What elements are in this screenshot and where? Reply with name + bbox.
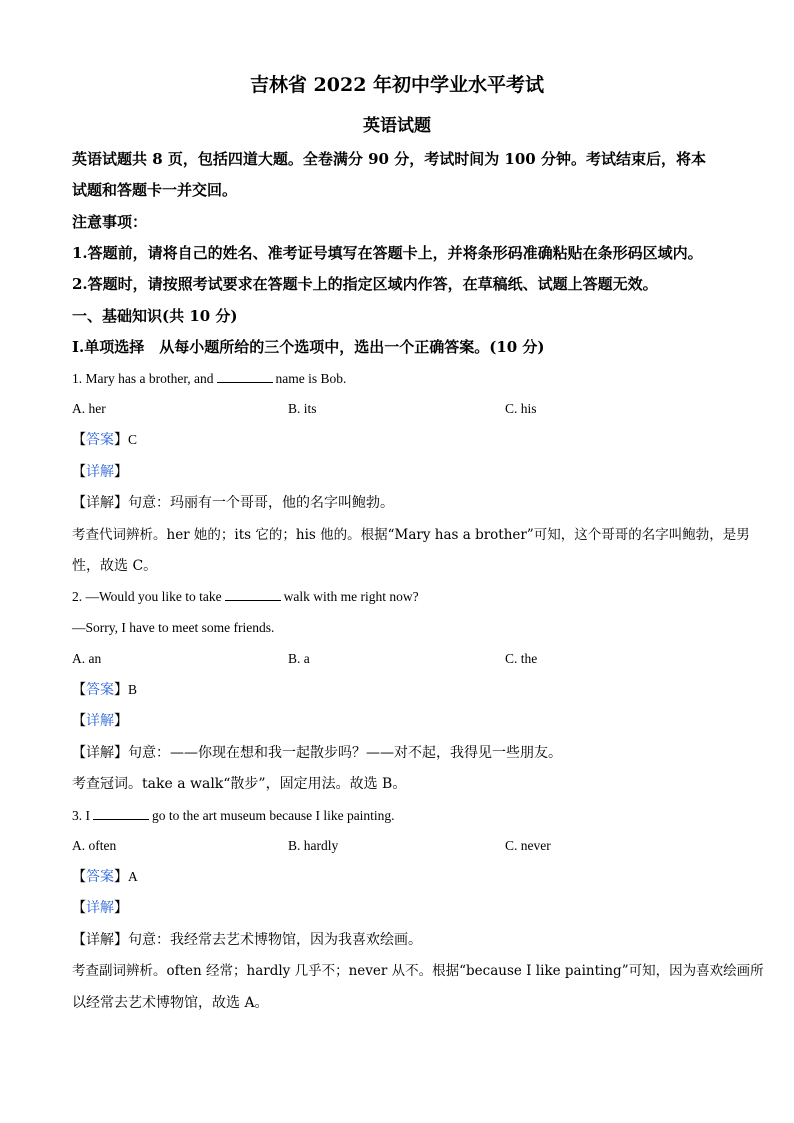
notice-1: 1.答题前，请将自己的姓名、准考证号填写在答题卡上，并将条形码准确粘贴在条形码区域内。	[72, 244, 703, 262]
question-1-answer-value: C	[128, 432, 138, 447]
question-2-option-a: A. an	[72, 651, 102, 666]
question-2-stem-before: 2. —Would you like to take	[72, 589, 222, 604]
question-2-answer-value: B	[128, 682, 138, 697]
question-3-detail-label: 【详解】	[72, 900, 128, 916]
question-1-option-b: B. its	[288, 401, 317, 416]
question-2-answer: 【答案】B	[72, 682, 138, 698]
question-3-option-a: A. often	[72, 838, 117, 853]
question-3-explain-3: 以经常去艺术博物馆，故选 A。	[72, 995, 269, 1011]
question-1-detail-label: 【详解】	[72, 464, 128, 480]
question-1-stem	[72, 369, 346, 389]
question-3-answer-value: A	[128, 869, 138, 884]
notice-2: 2.答题时，请按照考试要求在答题卡上的指定区域内作答，在草稿纸、试题上答题无效。	[72, 275, 658, 293]
question-1-stem-before: 1. Mary has a brother, and	[72, 371, 214, 386]
question-1-option-c: C. his	[505, 401, 537, 416]
answer-blank	[225, 588, 281, 601]
question-1-option-a: A. her	[72, 401, 106, 416]
question-3-stem-before: 3. I	[72, 808, 90, 823]
answer-blank	[93, 807, 149, 820]
intro-line-2: 试题和答题卡一并交回。	[72, 181, 238, 199]
question-2-option-c: C. the	[505, 651, 538, 666]
question-3-explain-1: 【详解】句意：我经常去艺术博物馆，因为我喜欢绘画。	[72, 932, 422, 948]
question-2-stem-after: walk with me right now?	[283, 589, 419, 604]
notice-title: 注意事项：	[72, 213, 148, 231]
question-3-option-c: C. never	[505, 838, 551, 853]
question-3-stem	[72, 806, 395, 826]
question-2-option-b: B. a	[288, 651, 310, 666]
question-2-explain-2: 考查冠词。take a walk“散步”，固定用法。故选 B。	[72, 776, 407, 792]
question-1-explain-2: 考查代词辨析。her 她的；its 它的；his 他的。根据“Mary has a brother”可知，这个哥哥的名字叫鲍勃，是男	[72, 527, 750, 543]
section-instruction: I.单项选择 从每小题所给的三个选项中，选出一个正确答案。(10 分)	[72, 338, 545, 356]
question-1-stem-after: name is Bob.	[275, 371, 347, 386]
exam-subtitle: 英语试题	[363, 116, 431, 136]
question-1-answer: 【答案】C	[72, 432, 138, 448]
question-3-answer: 【答案】A	[72, 869, 138, 885]
question-3-option-b: B. hardly	[288, 838, 339, 853]
question-3-stem-after: go to the art museum because I like painting.	[152, 808, 395, 823]
question-2-detail-label: 【详解】	[72, 713, 128, 729]
question-3-explain-2: 考查副词辨析。often 经常；hardly 几乎不；never 从不。根据“because I like painting”可知，因为喜欢绘画所	[72, 963, 764, 979]
intro-line-1: 英语试题共 8 页，包括四道大题。全卷满分 90 分，考试时间为 100 分钟。考试结束后，将本	[72, 150, 706, 168]
exam-title: 吉林省 2022 年初中学业水平考试	[249, 74, 545, 96]
question-2-stem	[72, 587, 419, 607]
question-1-explain-3: 性，故选 C。	[72, 558, 158, 574]
question-2-stem-line-2: —Sorry, I have to meet some friends.	[72, 620, 275, 635]
part-title: 一、基础知识(共 10 分)	[72, 307, 238, 325]
question-1-explain-1: 【详解】句意：玛丽有一个哥哥，他的名字叫鲍勃。	[72, 495, 394, 511]
answer-blank	[217, 370, 273, 383]
question-2-explain-1: 【详解】句意：——你现在想和我一起散步吗？——对不起，我得见一些朋友。	[72, 745, 562, 761]
